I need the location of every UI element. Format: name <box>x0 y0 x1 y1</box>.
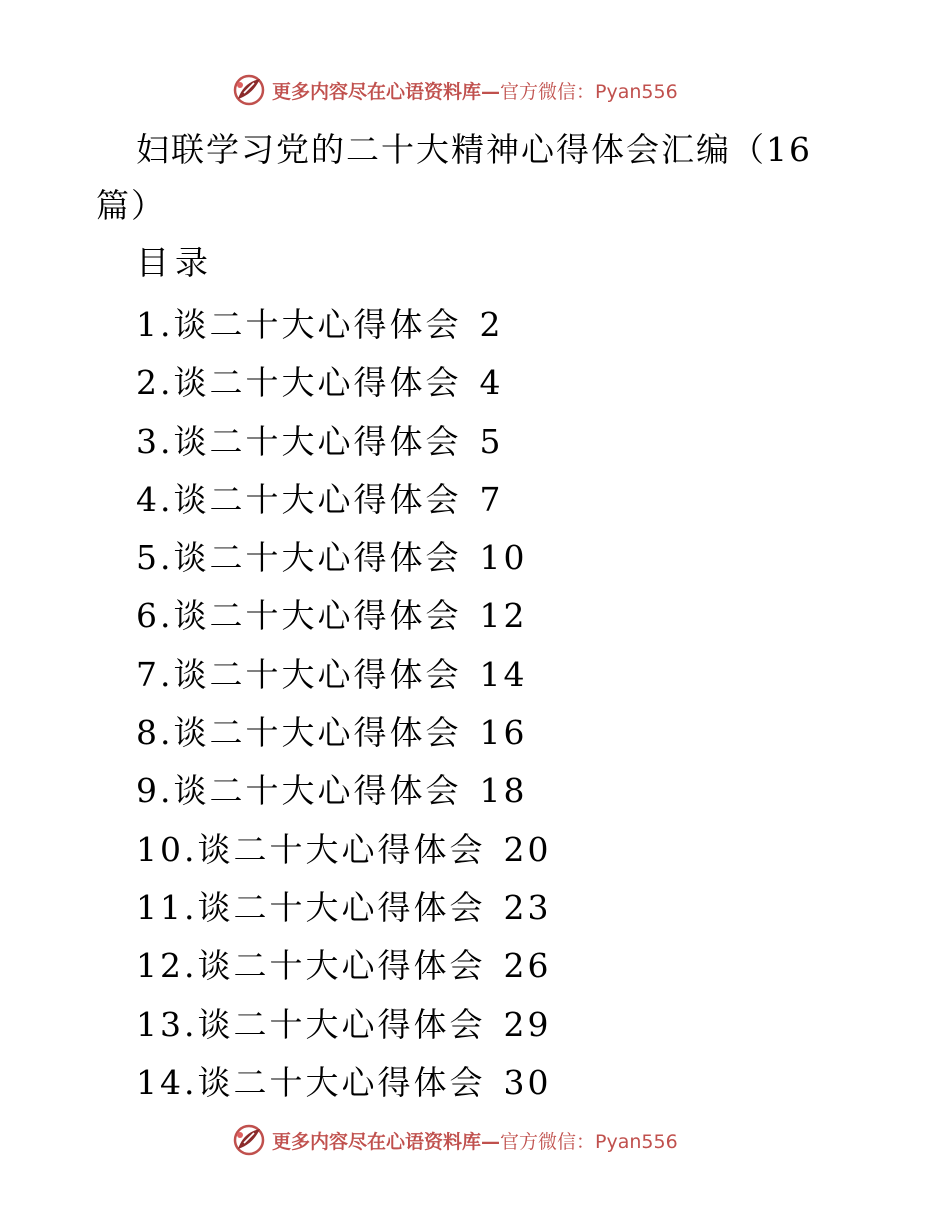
toc-item-page: 14 <box>479 654 528 694</box>
toc-item[interactable] <box>136 529 551 587</box>
toc-item-number: 2. <box>136 363 174 403</box>
toc-heading: 目录 <box>136 243 214 282</box>
toc-item[interactable] <box>136 354 551 412</box>
toc-item-page: 2 <box>479 305 504 344</box>
toc-item-page: 10 <box>479 538 528 578</box>
toc-item-label: 谈二十大心得体会 <box>173 771 462 811</box>
toc-item-label: 谈二十大心得体会 <box>197 829 486 869</box>
toc-item-number: 12. <box>136 946 198 986</box>
toc-item-label: 谈二十大心得体会 <box>173 479 462 519</box>
toc-item-label: 谈二十大心得体会 <box>173 538 462 578</box>
toc-item[interactable] <box>136 471 551 529</box>
toc-item-label: 谈二十大心得体会 <box>197 887 486 927</box>
toc-item[interactable] <box>136 413 551 471</box>
toc-item-number: 10. <box>136 829 198 869</box>
toc-item-page: 29 <box>503 1004 552 1044</box>
toc-item-page: 12 <box>479 596 528 636</box>
toc-item-label: 谈二十大心得体会 <box>197 946 486 986</box>
header-banner <box>232 70 678 110</box>
toc-item-page: 26 <box>503 946 552 986</box>
toc-item-page: 23 <box>503 887 552 927</box>
pen-nib-logo-icon <box>232 73 266 107</box>
toc-item[interactable] <box>136 879 551 937</box>
toc-item-label: 谈二十大心得体会 <box>173 363 462 403</box>
table-of-contents <box>136 296 551 1112</box>
footer-banner <box>232 1120 678 1160</box>
toc-item-number: 8. <box>136 713 174 753</box>
toc-item[interactable] <box>136 996 551 1054</box>
toc-item-page: 16 <box>479 713 528 753</box>
pen-nib-logo-icon <box>232 1123 266 1157</box>
toc-item-page: 30 <box>503 1062 552 1102</box>
toc-item-label: 谈二十大心得体会 <box>197 1004 486 1044</box>
toc-item[interactable] <box>136 646 551 704</box>
banner-wechat: 官方微信：Pyan556 <box>500 1130 678 1153</box>
toc-item-page: 20 <box>503 829 552 869</box>
toc-item-page: 7 <box>479 479 504 519</box>
toc-item-number: 7. <box>136 654 174 694</box>
toc-item-number: 13. <box>136 1004 198 1044</box>
toc-item[interactable] <box>136 821 551 879</box>
toc-item[interactable] <box>136 296 551 354</box>
toc-item-label: 谈二十大心得体会 <box>173 305 462 344</box>
toc-item[interactable] <box>136 937 551 995</box>
toc-item-number: 5. <box>136 538 174 578</box>
toc-item-number: 14. <box>136 1062 198 1102</box>
toc-item[interactable] <box>136 704 551 762</box>
toc-item-number: 3. <box>136 421 174 461</box>
toc-item-number: 9. <box>136 771 174 811</box>
toc-item-page: 18 <box>479 771 528 811</box>
toc-item-number: 1. <box>136 305 174 344</box>
toc-item-label: 谈二十大心得体会 <box>173 596 462 636</box>
toc-item[interactable] <box>136 762 551 820</box>
toc-item-label: 谈二十大心得体会 <box>173 654 462 694</box>
toc-item-page: 5 <box>479 421 504 461</box>
toc-item[interactable] <box>136 1054 551 1112</box>
banner-slogan: 更多内容尽在心语资料库— <box>272 80 501 103</box>
toc-item[interactable] <box>136 587 551 645</box>
banner-wechat: 官方微信：Pyan556 <box>500 80 678 103</box>
toc-item-page: 4 <box>479 363 504 403</box>
toc-item-number: 6. <box>136 596 174 636</box>
banner-slogan: 更多内容尽在心语资料库— <box>272 1130 501 1153</box>
toc-item-number: 11. <box>136 887 198 927</box>
toc-item-label: 谈二十大心得体会 <box>173 421 462 461</box>
toc-item-label: 谈二十大心得体会 <box>173 713 462 753</box>
document-title: 妇联学习党的二十大精神心得体会汇编（16篇） <box>96 130 812 225</box>
toc-item-number: 4. <box>136 479 174 519</box>
toc-item-label: 谈二十大心得体会 <box>197 1062 486 1102</box>
